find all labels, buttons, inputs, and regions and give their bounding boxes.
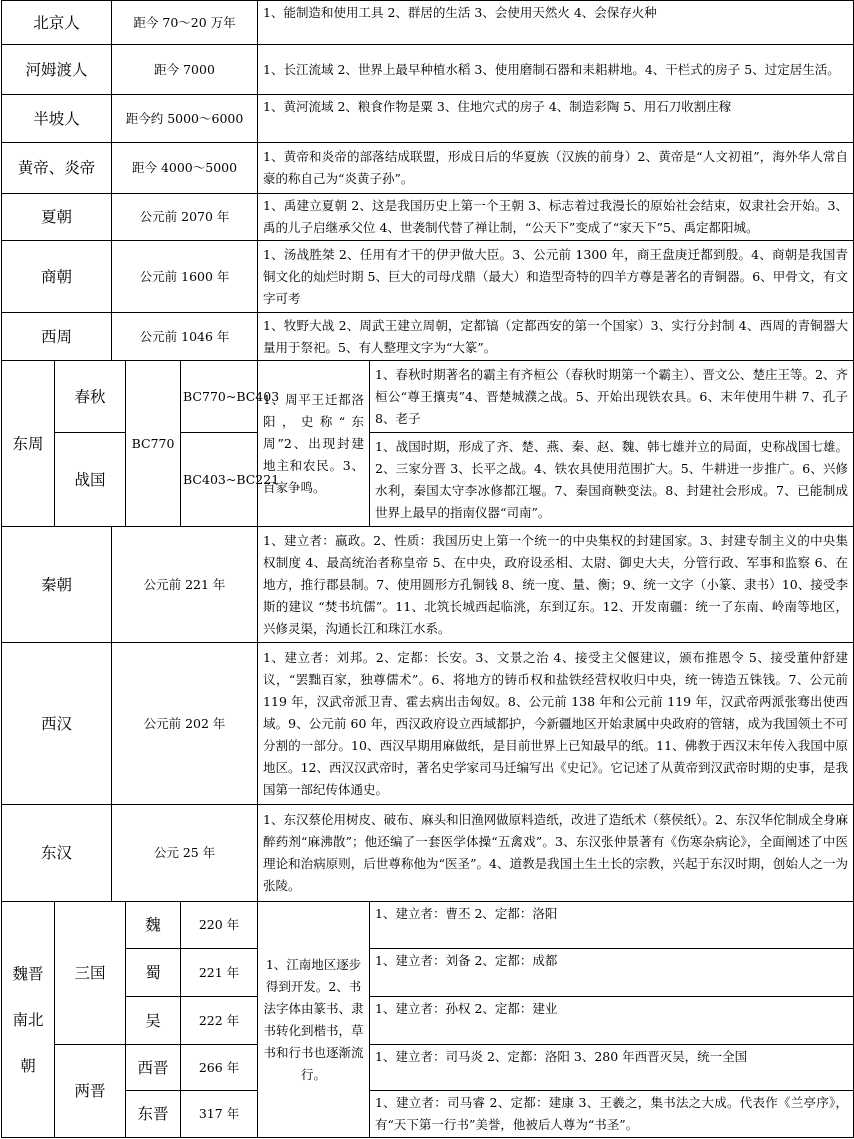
table-row [2, 949, 854, 997]
table-row [2, 241, 854, 313]
era-date: 公元前 2070 年 [112, 194, 258, 241]
era-common-desc: 1、江南地区逐步得到开发。2、书法字体由篆书、隶书转化到楷书，草书和行书也逐渐流行。 [258, 902, 370, 1138]
sub-era-name: 战国 [55, 433, 126, 527]
era-name: 黄帝、炎帝 [2, 143, 112, 194]
era-desc: 1、牧野大战 2、周武王建立周朝，定都镐（定都西安的第一个国家）3、实行分封制 4、西周的青铜器大量用于祭祀。5、有人整理文字为“大篆”。 [258, 313, 854, 361]
state-name: 吴 [126, 997, 181, 1045]
table-row [2, 527, 854, 643]
era-date: 公元 25 年 [112, 805, 258, 902]
era-name: 夏朝 [2, 194, 112, 241]
era-desc: 1、东汉蔡伦用树皮、破布、麻头和旧渔网做原料造纸，改进了造纸术（蔡侯纸）。2、东汉华佗制成全身麻醉药剂“麻沸散”；他还编了一套医学体操“五禽戏”。3、东汉张仲景著有《伤寒杂病论》，全面阐述了中医理论和治病原则，后世尊称他为“医圣”。4、道教是我国土生土长的宗教，兴起于东汉时期，创始人之一为张陵。 [258, 805, 854, 902]
era-name: 半坡人 [2, 95, 112, 143]
history-timeline-table [1, 0, 854, 1138]
era-date: 公元前 1600 年 [112, 241, 258, 313]
sub-era-name: 三国 [55, 902, 126, 1045]
era-desc: 1、长江流域 2、世界上最早种植水稻 3、使用磨制石器和耒耜耕地。4、干栏式的房子 5、过定居生活。 [258, 45, 854, 95]
era-name: 商朝 [2, 241, 112, 313]
era-name: 东周 [2, 361, 55, 527]
sub-era-desc: 1、春秋时期著名的霸主有齐桓公（春秋时期第一个霸主）、晋文公、楚庄王等。2、齐桓公“尊王攘夷”4、晋楚城濮之战。5、开始出现铁农具。6、末年使用牛耕 7、孔子 8、老子 [370, 361, 854, 433]
table-row [2, 997, 854, 1045]
state-name: 魏 [126, 902, 181, 949]
state-date: 220 年 [181, 902, 258, 949]
era-name: 北京人 [2, 1, 112, 45]
state-name: 西晋 [126, 1045, 181, 1091]
table-row [2, 313, 854, 361]
table-row [2, 45, 854, 95]
era-date: 距今 7000 [112, 45, 258, 95]
era-date: 公元前 202 年 [112, 643, 258, 805]
table-row [2, 1091, 854, 1138]
era-date: 距今 70～20 万年 [112, 1, 258, 45]
era-name: 西周 [2, 313, 112, 361]
state-desc: 1、建立者：司马炎 2、定都：洛阳 3、280 年西晋灭吴，统一全国 [370, 1045, 854, 1091]
era-date: 距今 4000～5000 [112, 143, 258, 194]
era-desc: 1、禹建立夏朝 2、这是我国历史上第一个王朝 3、标志着过我漫长的原始社会结束，奴隶社会开始。3、禹的儿子启继承父位 4、世袭制代替了禅让制，“公天下”变成了“家天下”5、禹定都阳城。 [258, 194, 854, 241]
state-date: 266 年 [181, 1045, 258, 1091]
sub-era-desc: 1、战国时期，形成了齐、楚、燕、秦、赵、魏、韩七雄并立的局面，史称战国七雄。2、三家分晋 3、长平之战。4、铁农具使用范围扩大。5、牛耕进一步推广。6、兴修水利，秦国太守李冰修都江堰。7、秦国商鞅变法。8、封建社会形成。7、已能制成世界上最早的指南仪器“司南”。 [370, 433, 854, 527]
table-row [2, 805, 854, 902]
sub-era-name: 春秋 [55, 361, 126, 433]
table-row [2, 143, 854, 194]
era-name-line: 朝 [20, 1056, 36, 1075]
state-desc: 1、建立者：司马睿 2、定都：建康 3、王羲之，集书法之大成。代表作《兰亭序》，有“天下第一行书”美誉，他被后人尊为“书圣”。 [370, 1091, 854, 1138]
state-name: 东晋 [126, 1091, 181, 1138]
era-date: 公元前 1046 年 [112, 313, 258, 361]
era-name: 河姆渡人 [2, 45, 112, 95]
state-date: 221 年 [181, 949, 258, 997]
table-row [2, 1, 854, 45]
era-name-line: 南北 [12, 1010, 44, 1029]
sub-era-date: BC403~BC221 [181, 433, 258, 527]
sub-era-name: 两晋 [55, 1045, 126, 1138]
era-name [2, 902, 55, 1138]
table-row [2, 643, 854, 805]
era-name: 秦朝 [2, 527, 112, 643]
era-name: 东汉 [2, 805, 112, 902]
table-row [2, 194, 854, 241]
era-desc: 1、能制造和使用工具 2、群居的生活 3、会使用天然火 4、会保存火种 [258, 1, 854, 45]
era-name: 西汉 [2, 643, 112, 805]
era-date: BC770 [126, 361, 181, 527]
state-name: 蜀 [126, 949, 181, 997]
era-desc: 1、黄河流域 2、粮食作物是粟 3、住地穴式的房子 4、制造彩陶 5、用石刀收割庄稼 [258, 95, 854, 143]
state-date: 317 年 [181, 1091, 258, 1138]
era-date: 公元前 221 年 [112, 527, 258, 643]
table-row [2, 95, 854, 143]
era-common-desc: 1、周平王迁都洛阳，史称“东周”2、出现封建地主和农民。3、百家争鸣。 [258, 361, 370, 527]
era-desc: 1、汤战胜桀 2、任用有才干的伊尹做大臣。3、公元前 1300 年，商王盘庚迁都到殷。4、商朝是我国青铜文化的灿烂时期 5、巨大的司母戊鼎（最大）和造型奇特的四羊方尊是著名的青铜器。6、甲骨文，有文字可考 [258, 241, 854, 313]
sub-era-date: BC770~BC403 [181, 361, 258, 433]
era-name-line: 魏晋 [12, 964, 44, 983]
table-row [2, 1045, 854, 1091]
era-desc: 1、建立者：刘邦。2、定都：长安。3、文景之治 4、接受主父偃建议，颁布推恩令 5、接受董仲舒建议，“罢黜百家，独尊儒术”。6、将地方的铸币权和盐铁经营权收归中央，统一铸造五铢钱。7、公元前 119 年，汉武帝派卫青、霍去病出击匈奴。8、公元前 138 年和公元前 119 年，汉武帝两派张骞出使西域。9、公元前 60 年，西汉政府设立西域都护，今新疆地区开始隶属中央政府的管辖，成为我国领土不可分割的一部分。10、西汉早期用麻做纸，是目前世界上已知最早的纸。11、佛教于西汉末年传入我国中原地区。12、西汉汉武帝时，著名史学家司马迁编写出《史记》。它记述了从黄帝到汉武帝时期的史事，是我国第一部纪传体通史。 [258, 643, 854, 805]
table-row [2, 361, 854, 433]
state-desc: 1、建立者：曹丕 2、定都：洛阳 [370, 902, 854, 949]
state-desc: 1、建立者：刘备 2、定都：成都 [370, 949, 854, 997]
table-row [2, 902, 854, 949]
era-date: 距今约 5000～6000 [112, 95, 258, 143]
era-desc: 1、黄帝和炎帝的部落结成联盟，形成日后的华夏族（汉族的前身）2、黄帝是“人文初祖”，海外华人常自豪的称自己为“炎黄子孙”。 [258, 143, 854, 194]
era-desc: 1、建立者：嬴政。2、性质：我国历史上第一个统一的中央集权的封建国家。3、封建专制主义的中央集权制度 4、最高统治者称皇帝 5、在中央，政府设丞相、太尉、御史大夫，分管行政、军事和监察 6、在地方，推行郡县制。7、使用圆形方孔铜钱 8、统一度、量、衡；9、统一文字（小篆、隶书）10、接受李斯的建议 “焚书坑儒”。11、北筑长城西起临洮，东到辽东。12、开发南疆：统一了东南、岭南等地区，兴修灵渠，沟通长江和珠江水系。 [258, 527, 854, 643]
state-date: 222 年 [181, 997, 258, 1045]
state-desc: 1、建立者：孙权 2、定都：建业 [370, 997, 854, 1045]
